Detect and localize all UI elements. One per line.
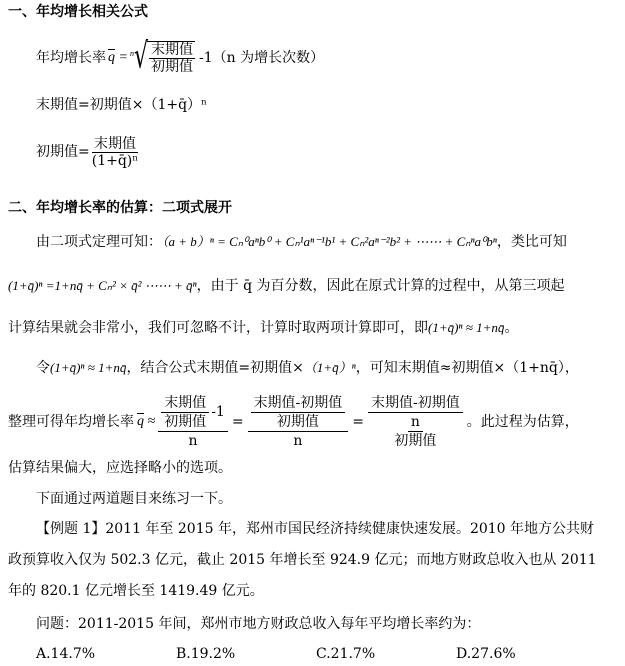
f1-inner-numerator: 末期值 <box>161 395 209 413</box>
expansion-formula: (1+q̄)ⁿ =1+nq̄ + Cₙ² × q̄² ⋯⋯ + q̄ⁿ <box>8 278 197 293</box>
example-line-3: 年的 820.1 亿元增长至 1419.49 亿元。 <box>8 583 264 599</box>
binomial-formula: （a + b）ⁿ = Cₙ⁰aⁿb⁰ + Cₙ¹aⁿ⁻¹b¹ + Cₙ²aⁿ⁻²b² + ⋯⋯ + Cₙⁿa⁰bⁿ <box>162 234 497 249</box>
expansion-text: ，由于 q̄ 为百分数，因此在原式计算的过程中，从第三项起 <box>196 278 565 294</box>
start-label: 初期值= <box>36 144 90 161</box>
f1-tail: -1 <box>211 403 225 420</box>
example-line-2: 政预算收入仅为 502.3 亿元，截止 2015 年增长至 924.9 亿元；而地方财政总收入也从 2011 <box>8 552 597 568</box>
binomial-prefix: 由二项式定理可知： <box>36 234 162 250</box>
estimate-note: 估算结果偏大，应选择略小的选项。 <box>8 460 232 476</box>
start-denominator: (1+q̄)ⁿ <box>91 153 139 170</box>
rate-label: 年均增长率 <box>36 49 106 66</box>
option-b[interactable]: B.19.2% <box>176 646 236 662</box>
start-fraction <box>90 136 141 169</box>
binomial-suffix: ，类比可知 <box>496 234 567 250</box>
f3-inner-numerator: n <box>408 414 423 432</box>
rate-denominator: 初期值 <box>150 59 193 75</box>
f2-inner-numerator: 末期值-初期值 <box>251 395 346 413</box>
f3-numerator: 末期值-初期值 <box>368 395 463 414</box>
rate-tail: -1（n 为增长次数） <box>198 49 325 66</box>
f2-denominator: n <box>293 432 303 449</box>
end-formula: 末期值=初期值×（1+q̄）ⁿ <box>36 97 208 113</box>
substitution-line <box>36 360 579 377</box>
expansion-line <box>8 278 565 295</box>
estimate-fraction-3 <box>368 395 463 450</box>
binomial-line <box>36 234 567 251</box>
estimate-fraction-2 <box>248 395 349 450</box>
f3-inner-denominator: 初期值 <box>394 433 437 450</box>
option-d[interactable]: D.27.6% <box>456 646 516 662</box>
substitution-formula: (1+q̄)ⁿ ≈ 1+nq̄ <box>50 360 127 375</box>
approx-formula: (1+q̄)ⁿ ≈ 1+nq̄ <box>428 320 505 335</box>
example-intro: 下面通过两道题目来练习一下。 <box>36 491 232 507</box>
substitution-text2: ，结合公式末期值=初期值× <box>126 360 304 376</box>
estimate-tail: 。此过程为估算， <box>466 413 579 430</box>
nth-root <box>129 37 195 78</box>
root-index: n <box>129 48 134 58</box>
substitution-formula2: （1+q̄）ⁿ <box>303 360 356 375</box>
radical-icon: √ <box>133 37 148 78</box>
f1-denominator: n <box>188 432 198 449</box>
estimate-fraction-1 <box>158 395 228 450</box>
f2-inner-denominator: 初期值 <box>276 413 319 430</box>
substitution-text3: ，可知末期值≈初期值×（1+nq̄）， <box>355 360 579 376</box>
rate-numerator: 末期值 <box>150 41 193 58</box>
section1-heading: 一、年均增长相关公式 <box>8 4 148 20</box>
approx-line: 计算结果就会非常小，我们可忽略不计，计算时取两项计算即可，即(1+q̄)ⁿ ≈ 1+nq̄。 <box>8 320 519 336</box>
example-line-1: 【例题 1】2011 年至 2015 年，郑州市国民经济持续健康快速发展。2010 年地方公共财 <box>36 521 595 537</box>
approx-text: 计算结果就会非常小，我们可忽略不计，计算时取两项计算即可，即 <box>8 320 428 336</box>
rate-fraction <box>149 42 195 75</box>
f1-inner-denominator: 初期值 <box>164 413 207 430</box>
rate-formula <box>36 38 324 78</box>
start-formula <box>36 136 140 169</box>
option-c[interactable]: C.21.7% <box>316 646 376 662</box>
estimate-formula-line: 整理可得年均增长率 $\overline{q}$ ≈ $\frac{\text{末期值}}{\text{初期值}}$ -1 n = $\frac{\frac{\text{末期值-初期值}}{\text{初期值}}}{n}$ = $\frac{\text{末期值-初期值}}{\frac{n}{\text{初期值}}}$ 。此过程为估算， <box>8 394 579 450</box>
substitution-text: 令 <box>36 360 50 376</box>
example-question: 问题：2011-2015 年间，郑州市地方财政总收入每年平均增长率约为： <box>36 616 481 632</box>
option-a[interactable]: A.14.7% <box>36 646 96 662</box>
estimate-label: 整理可得年均增长率 <box>8 413 134 430</box>
start-numerator: 末期值 <box>94 136 137 152</box>
q-approx-symbol: $\overline{q}$ ≈ <box>137 413 156 429</box>
q-bar-symbol: $\overline{q}$ = <box>108 49 128 65</box>
section2-heading: 二、年均增长率的估算：二项式展开 <box>8 200 232 216</box>
